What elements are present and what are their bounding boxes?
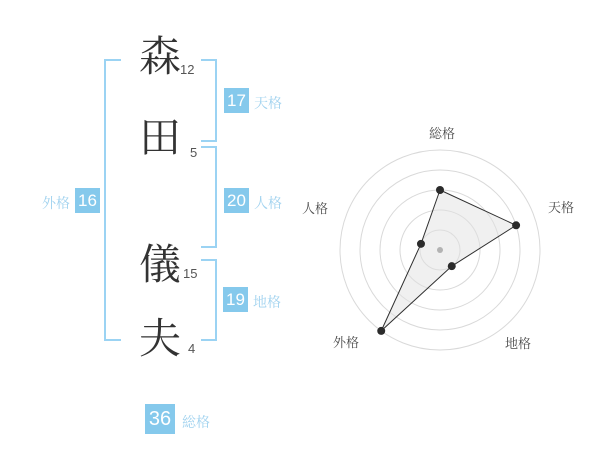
- jinkaku-value-badge: 20: [224, 188, 249, 213]
- jinkaku-label: 人格: [254, 195, 282, 211]
- chikaku-bracket: [201, 259, 217, 341]
- jinkaku-bracket: [201, 146, 217, 248]
- gaikaku-label: 外格: [42, 195, 70, 211]
- gaikaku-value-badge: 16: [75, 188, 100, 213]
- radar-axis-label-5: 人格: [302, 201, 329, 216]
- radar-axis-label-4: 外格: [333, 335, 360, 350]
- tenkaku-bracket: [201, 59, 217, 142]
- tenkaku-value-badge: 17: [224, 88, 249, 113]
- soukaku-value-badge: 36: [145, 404, 175, 434]
- soukaku-label: 総格: [182, 414, 210, 430]
- radar-axis-label-1: 総格: [428, 126, 456, 141]
- radar-axis-label-3: 地格: [505, 336, 532, 351]
- stroke-count-1: 12: [180, 62, 195, 77]
- chikaku-value-badge: 19: [223, 287, 248, 312]
- name-char-4: 夫: [138, 315, 181, 362]
- radar-axis-label-2: 天格: [548, 200, 575, 215]
- stroke-count-2: 5: [190, 145, 198, 160]
- stroke-count-3: 15: [183, 266, 198, 281]
- name-char-2: 田: [138, 114, 181, 161]
- gaikaku-bracket: [104, 59, 121, 341]
- name-char-1: 森: [138, 33, 181, 80]
- name-char-3: 儀: [138, 241, 181, 288]
- tenkaku-label: 天格: [254, 95, 282, 111]
- chikaku-label: 地格: [253, 294, 281, 310]
- stroke-count-4: 4: [188, 341, 196, 356]
- gokaku-radar-chart: [290, 100, 590, 400]
